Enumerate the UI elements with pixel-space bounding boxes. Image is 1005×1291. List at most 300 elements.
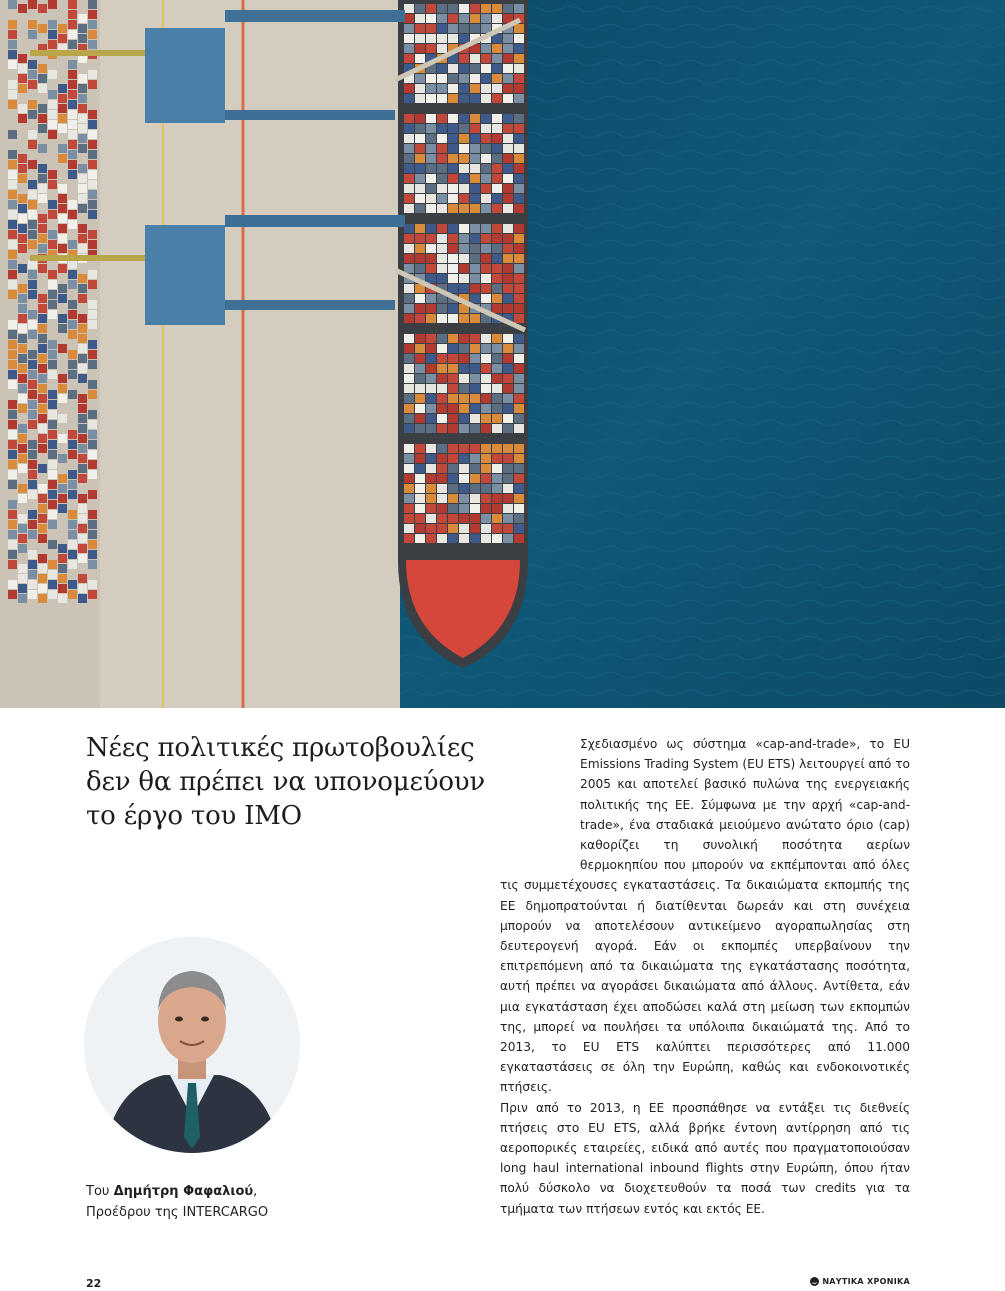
container-box <box>48 300 57 309</box>
ship-container-box <box>514 4 524 13</box>
ship-container-box <box>514 124 524 133</box>
container-box <box>48 210 57 219</box>
ship-container-box <box>404 154 414 163</box>
container-box <box>8 430 17 439</box>
ship-container-box <box>448 354 458 363</box>
container-box <box>28 100 37 109</box>
ship-container-box <box>459 524 469 533</box>
ship-container-box <box>415 24 425 33</box>
container-box <box>68 330 77 339</box>
ship-container-box <box>404 94 414 103</box>
ship-container-box <box>492 234 502 243</box>
ship-container-box <box>481 364 491 373</box>
ship-container-box <box>448 64 458 73</box>
ship-container-box <box>415 264 425 273</box>
ship-container-box <box>514 394 524 403</box>
ship-container-box <box>448 194 458 203</box>
ship-container-box <box>481 354 491 363</box>
ship-container-box <box>514 264 524 273</box>
ship-container-box <box>514 114 524 123</box>
ship-container-box <box>459 4 469 13</box>
ship-container-box <box>415 54 425 63</box>
ship-container-box <box>426 294 436 303</box>
ship-container-box <box>470 54 480 63</box>
ship-container-box <box>492 494 502 503</box>
container-box <box>18 354 27 363</box>
container-box <box>78 204 87 213</box>
ship-container-box <box>481 504 491 513</box>
ship-container-box <box>426 134 436 143</box>
ship-container-box <box>437 504 447 513</box>
ship-container-box <box>415 114 425 123</box>
container-box <box>38 234 47 243</box>
ship-container-box <box>481 524 491 533</box>
ship-container-box <box>448 254 458 263</box>
container-box <box>88 470 97 479</box>
ship-container-box <box>426 374 436 383</box>
container-ship <box>398 0 528 668</box>
ship-container-box <box>404 244 414 253</box>
container-box <box>38 264 47 273</box>
container-box <box>18 104 27 113</box>
container-box <box>48 340 57 349</box>
ship-container-box <box>470 454 480 463</box>
ship-container-box <box>503 94 513 103</box>
container-box <box>8 130 17 139</box>
container-box <box>68 30 77 39</box>
ship-container-box <box>426 254 436 263</box>
ship-container-box <box>415 344 425 353</box>
container-box <box>28 360 37 369</box>
author-portrait <box>84 937 300 1153</box>
container-box <box>38 324 47 333</box>
ship-container-box <box>448 454 458 463</box>
container-box <box>68 140 77 149</box>
container-box <box>28 350 37 359</box>
ship-container-box <box>503 524 513 533</box>
container-box <box>8 240 17 249</box>
ship-container-box <box>426 194 436 203</box>
container-box <box>78 414 87 423</box>
ship-container-box <box>481 14 491 23</box>
ship-container-box <box>459 124 469 133</box>
container-box <box>88 210 97 219</box>
container-box <box>78 84 87 93</box>
container-box <box>28 580 37 589</box>
container-box <box>88 110 97 119</box>
ship-container-box <box>481 534 491 543</box>
ship-container-box <box>481 54 491 63</box>
ship-container-box <box>404 354 414 363</box>
ship-container-box <box>415 154 425 163</box>
container-box <box>88 200 97 209</box>
container-box <box>88 70 97 79</box>
container-box <box>88 300 97 309</box>
container-box <box>78 314 87 323</box>
ship-container-box <box>426 244 436 253</box>
ship-container-box <box>503 174 513 183</box>
ship-container-box <box>448 334 458 343</box>
ship-container-box <box>459 374 469 383</box>
ship-container-box <box>426 274 436 283</box>
ship-container-box <box>459 64 469 73</box>
ship-container-box <box>503 474 513 483</box>
ship-container-box <box>492 174 502 183</box>
ship-container-box <box>503 394 513 403</box>
container-box <box>28 470 37 479</box>
container-box <box>28 130 37 139</box>
ship-container-box <box>492 284 502 293</box>
container-box <box>78 524 87 533</box>
ship-container-box <box>426 34 436 43</box>
container-box <box>58 414 67 423</box>
ship-container-box <box>459 134 469 143</box>
container-box <box>58 574 67 583</box>
ship-container-box <box>404 194 414 203</box>
container-box <box>58 394 67 403</box>
ship-container-box <box>514 24 524 33</box>
ship-container-box <box>404 4 414 13</box>
ship-container-box <box>404 294 414 303</box>
container-box <box>88 120 97 129</box>
ship-container-box <box>470 364 480 373</box>
portrait-illustration <box>84 937 300 1153</box>
container-box <box>18 204 27 213</box>
container-box <box>28 190 37 199</box>
container-box <box>28 490 37 499</box>
ship-container-box <box>503 74 513 83</box>
ship-container-box <box>470 334 480 343</box>
ship-container-box <box>514 504 524 513</box>
ship-container-box <box>514 514 524 523</box>
container-box <box>38 404 47 413</box>
ship-container-box <box>415 224 425 233</box>
ship-container-box <box>459 224 469 233</box>
ship-container-box <box>481 204 491 213</box>
container-box <box>48 0 57 9</box>
container-box <box>8 330 17 339</box>
container-box <box>58 294 67 303</box>
container-box <box>48 90 57 99</box>
ship-container-box <box>492 354 502 363</box>
ship-container-box <box>481 114 491 123</box>
container-box <box>88 550 97 559</box>
ship-container-box <box>514 344 524 353</box>
ship-container-box <box>415 334 425 343</box>
ship-container-box <box>415 134 425 143</box>
container-box <box>78 434 87 443</box>
container-box <box>28 220 37 229</box>
ship-container-box <box>481 294 491 303</box>
ship-container-box <box>426 304 436 313</box>
ship-container-box <box>492 464 502 473</box>
container-box <box>28 70 37 79</box>
ship-container-box <box>448 464 458 473</box>
container-box <box>8 340 17 349</box>
ship-container-box <box>470 204 480 213</box>
ship-container-box <box>481 374 491 383</box>
ship-container-box <box>514 484 524 493</box>
ship-container-box <box>459 354 469 363</box>
container-box <box>88 490 97 499</box>
ship-container-box <box>492 474 502 483</box>
ship-container-box <box>415 74 425 83</box>
ship-container-box <box>514 314 524 323</box>
ship-container-box <box>514 414 524 423</box>
ship-container-box <box>514 334 524 343</box>
ship-container-box <box>404 34 414 43</box>
container-box <box>88 460 97 469</box>
container-box <box>68 370 77 379</box>
container-box <box>8 80 17 89</box>
ship-container-box <box>481 44 491 53</box>
container-box <box>58 94 67 103</box>
container-box <box>48 290 57 299</box>
ship-container-box <box>470 144 480 153</box>
container-box <box>38 574 47 583</box>
container-box <box>48 310 57 319</box>
container-box <box>68 270 77 279</box>
container-box <box>58 324 67 333</box>
ship-container-box <box>437 464 447 473</box>
ship-container-box <box>503 264 513 273</box>
container-box <box>18 424 27 433</box>
container-box <box>48 580 57 589</box>
container-box <box>18 494 27 503</box>
byline-author-line <box>86 1181 386 1202</box>
ship-container-box <box>503 194 513 203</box>
ship-container-box <box>503 134 513 143</box>
ship-container-box <box>448 384 458 393</box>
container-box <box>58 224 67 233</box>
ship-container-box <box>470 164 480 173</box>
container-box <box>78 364 87 373</box>
ship-container-box <box>481 174 491 183</box>
ship-container-box <box>426 444 436 453</box>
ship-container-box <box>503 494 513 503</box>
container-box <box>48 120 57 129</box>
container-box <box>88 10 97 19</box>
ship-container-box <box>481 474 491 483</box>
container-box <box>48 360 57 369</box>
container-box <box>78 574 87 583</box>
body-paragraph: Σχεδιασμένο ως σύστημα «cap-and-trade», το EU Emissions Trading System (EU ETS) λειτουργεί από το 2005 και αποτελεί βασικό πυλώνα της ενεργειακής πολιτικής της ΕΕ. Σύμφωνα με την αρχή «cap-and-trade», ένα σταδιακά μειούμενο ανώτατο όριο (cap) καθορίζει τη συνολική ποσότητα αερίων θερμοκηπίου που μπορούν να εκπέμπονται από όλες τις συμμετέχουσες εγκαταστάσεις. Τα δικαιώματα εκπομπής της ΕΕ δημοπρατούνται ή διατίθενται δωρεάν και στη συνέχεια μπορούν να αποτελέσουν αντικείμενο αγοραπωλησίας στη δευτερογενή αγορά. Εάν οι εκπομπές υπερβαίνουν την επιτρεπόμενη από τα δικαιώματα της εγκατάστασης ποσότητα, αυτή πρέπει να αγοράσει δικαιώματα από άλλους. Αντίθετα, εάν μια εγκατάσταση έχει αποδώσει καλά στη μείωση των εκπομπών της, μπορεί να πουλήσει τα υπόλοιπα δικαιώματά της. Από το 2013, το EU ETS καλύπτει περισσότερες από 11.000 εγκαταστάσεις σε όλη την Ευρώπη, καθώς και ενδοκοινοτικές πτήσεις. <box>500 737 910 1095</box>
container-box <box>18 214 27 223</box>
ship-container-box <box>404 414 414 423</box>
container-box <box>68 260 77 269</box>
ship-container-box <box>481 134 491 143</box>
container-box <box>88 530 97 539</box>
container-box <box>18 324 27 333</box>
container-box <box>78 114 87 123</box>
container-box <box>38 464 47 473</box>
ship-container-box <box>448 34 458 43</box>
ship-container-box <box>470 184 480 193</box>
ship-container-box <box>404 334 414 343</box>
ship-container-box <box>503 344 513 353</box>
ship-container-box <box>437 394 447 403</box>
ship-container-box <box>404 344 414 353</box>
container-box <box>8 30 17 39</box>
ship-container-box <box>459 34 469 43</box>
container-box <box>78 174 87 183</box>
container-box <box>28 240 37 249</box>
ship-container-box <box>514 424 524 433</box>
container-box <box>58 204 67 213</box>
ship-container-box <box>437 404 447 413</box>
ship-container-box <box>426 504 436 513</box>
ship-container-box <box>437 524 447 533</box>
ship-container-box <box>503 184 513 193</box>
ship-container-box <box>448 224 458 233</box>
ship-container-box <box>426 334 436 343</box>
container-box <box>18 404 27 413</box>
container-box <box>8 230 17 239</box>
container-box <box>68 200 77 209</box>
ship-container-box <box>437 494 447 503</box>
ship-container-box <box>459 494 469 503</box>
ship-container-box <box>459 314 469 323</box>
ship-container-box <box>514 364 524 373</box>
ship-container-box <box>415 484 425 493</box>
ship-container-box <box>459 164 469 173</box>
ship-container-box <box>470 514 480 523</box>
ship-container-box <box>415 44 425 53</box>
container-box <box>78 504 87 513</box>
ship-container-box <box>426 154 436 163</box>
ship-container-box <box>415 494 425 503</box>
container-box <box>68 510 77 519</box>
ship-container-box <box>470 294 480 303</box>
ship-container-box <box>448 134 458 143</box>
container-box <box>28 160 37 169</box>
ship-container-box <box>503 534 513 543</box>
ship-container-box <box>448 314 458 323</box>
ship-container-box <box>426 484 436 493</box>
ship-container-box <box>514 84 524 93</box>
ship-container-box <box>492 364 502 373</box>
container-box <box>28 450 37 459</box>
container-box <box>68 210 77 219</box>
container-box <box>88 450 97 459</box>
ship-container-box <box>448 514 458 523</box>
ship-container-box <box>459 344 469 353</box>
ship-container-box <box>459 74 469 83</box>
ship-container-box <box>481 444 491 453</box>
container-box <box>58 34 67 43</box>
container-box <box>78 424 87 433</box>
ship-container-box <box>503 4 513 13</box>
ship-container-box <box>437 454 447 463</box>
container-box <box>38 64 47 73</box>
container-box <box>18 154 27 163</box>
ship-container-box <box>448 504 458 513</box>
ship-container-box <box>481 384 491 393</box>
ship-container-box <box>415 254 425 263</box>
container-box <box>88 0 97 9</box>
ship-container-box <box>426 234 436 243</box>
ship-container-box <box>415 84 425 93</box>
container-box <box>28 380 37 389</box>
ship-container-box <box>470 134 480 143</box>
ship-container-box <box>503 244 513 253</box>
ship-container-box <box>459 24 469 33</box>
container-box <box>48 420 57 429</box>
ship-container-box <box>426 144 436 153</box>
ship-container-box <box>492 154 502 163</box>
container-box <box>28 60 37 69</box>
container-box <box>28 440 37 449</box>
ship-container-box <box>448 424 458 433</box>
container-box <box>78 294 87 303</box>
container-box <box>38 564 47 573</box>
container-box <box>48 430 57 439</box>
container-box <box>8 270 17 279</box>
ship-container-box <box>514 464 524 473</box>
ship-container-box <box>514 254 524 263</box>
ship-container-box <box>514 64 524 73</box>
container-box <box>8 150 17 159</box>
container-box <box>48 540 57 549</box>
ship-container-box <box>426 4 436 13</box>
ship-container-box <box>448 74 458 83</box>
ship-container-box <box>481 154 491 163</box>
container-box <box>78 494 87 503</box>
ship-container-box <box>426 264 436 273</box>
container-box <box>58 194 67 203</box>
container-box <box>8 470 17 479</box>
container-box <box>18 484 27 493</box>
ship-container-box <box>459 234 469 243</box>
container-box <box>48 240 57 249</box>
ship-container-box <box>514 384 524 393</box>
container-box <box>58 504 67 513</box>
ship-container-box <box>514 134 524 143</box>
container-box <box>28 560 37 569</box>
ship-container-box <box>415 444 425 453</box>
ship-container-box <box>503 204 513 213</box>
ship-container-box <box>470 84 480 93</box>
ship-container-box <box>459 394 469 403</box>
ship-container-box <box>470 504 480 513</box>
ship-container-box <box>437 484 447 493</box>
ship-container-box <box>459 274 469 283</box>
ship-container-box <box>514 234 524 243</box>
ship-container-box <box>481 84 491 93</box>
byline-prefix: Του <box>86 1184 114 1199</box>
container-box <box>18 64 27 73</box>
container-box <box>68 240 77 249</box>
ship-container-box <box>470 274 480 283</box>
container-box <box>18 594 27 603</box>
ship-container-box <box>404 234 414 243</box>
ship-container-box <box>459 284 469 293</box>
container-box <box>8 260 17 269</box>
ship-container-box <box>415 184 425 193</box>
ship-container-box <box>426 354 436 363</box>
container-box <box>28 330 37 339</box>
container-box <box>78 34 87 43</box>
ship-container-box <box>404 514 414 523</box>
container-box <box>28 420 37 429</box>
ship-container-box <box>448 24 458 33</box>
container-box <box>28 520 37 529</box>
ship-container-box <box>514 284 524 293</box>
container-box <box>18 534 27 543</box>
container-box <box>18 84 27 93</box>
ship-container-box <box>437 244 447 253</box>
ship-container-box <box>492 114 502 123</box>
